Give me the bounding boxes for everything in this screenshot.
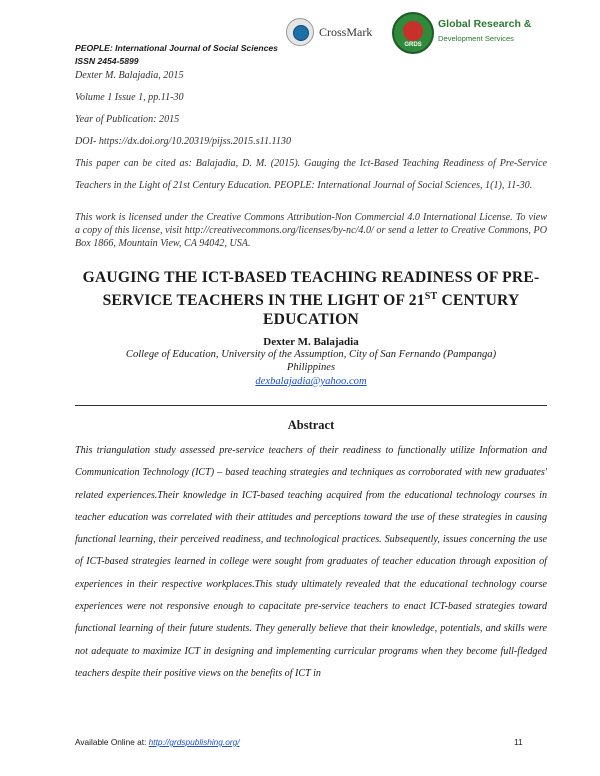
journal-issn: ISSN 2454-5899 bbox=[75, 56, 139, 66]
paper-title: GAUGING THE ICT-BASED TEACHING READINESS OF PRE-SERVICE TEACHERS IN THE LIGHT OF 21ST CENTURY EDUCATION bbox=[82, 269, 540, 329]
author-email-link[interactable]: dexbalajadia@yahoo.com bbox=[255, 376, 367, 387]
abstract-heading: Abstract bbox=[287, 418, 335, 432]
citation-doi[interactable]: DOI- https://dx.doi.org/10.20319/pijss.2015.s11.1130 bbox=[75, 136, 291, 147]
citation-year: Year of Publication: 2015 bbox=[75, 114, 180, 125]
paper-author: Dexter M. Balajadia bbox=[263, 336, 359, 348]
paper-affiliation: College of Education, University of the Assumption, City of San Fernando (Pampanga) Philippines bbox=[125, 349, 497, 373]
publisher-name: Global Research & bbox=[438, 18, 532, 30]
publisher-seal-icon: GRDS bbox=[392, 12, 434, 54]
journal-header bbox=[75, 42, 278, 68]
section-divider bbox=[75, 405, 547, 406]
citation-license: This work is licensed under the Creative Commons Attribution-Non Commercial 4.0 International License. To view a copy of this license, visit http://creativecommons.org/licenses/by-nc/4.0/ or send a letter to Creative Commons, PO Box 1866, Mountain View, CA 94042, USA. bbox=[75, 212, 547, 249]
crossmark-label: CrossMark bbox=[319, 25, 373, 39]
page-number: 11 bbox=[514, 737, 523, 747]
crossmark-icon bbox=[286, 18, 314, 46]
footer-availability: Available Online at: http://grdspublishing.org/ bbox=[75, 737, 240, 747]
publisher-subtitle: Development Services bbox=[438, 34, 514, 43]
abstract-text: This triangulation study assessed pre-service teachers of their readiness to functionally utilize Information and Communication Technology (ICT) – based teaching strategies and techniques as corroborated with new graduates' related experiences.Their knowledge in ICT-based teaching acquired from the educational technology courses in teacher education was correlated with their attitudes and perceptions toward the use of these strategies in causing functional learning, their perceived readiness, and technological practices. Subsequently, issues concerning the use of ICT-based strategies learned in college were sought from graduates of teacher education through exposition of experiences in their respective workplaces.This study ultimately revealed that the educational technology course experiences were not responsive enough to capacitate pre-service teachers to enact ICT-based strategies toward functional learning of their future students. They generally believe that their knowledge, potentials, and skills were not adequate to maximize ICT in designing and implementing curricular programs when they become full-fledged teachers despite their positive views on the benefits of ICT in bbox=[75, 445, 547, 679]
citation-volume: Volume 1 Issue 1, pp.11-30 bbox=[75, 92, 184, 103]
footer-url-link[interactable]: http://grdspublishing.org/ bbox=[148, 737, 240, 747]
publisher-logo bbox=[392, 12, 542, 56]
crossmark-logo[interactable] bbox=[286, 18, 396, 48]
journal-name: PEOPLE: International Journal of Social Sciences bbox=[75, 43, 278, 53]
citation-cited-as: This paper can be cited as: Balajadia, D. M. (2015). Gauging the Ict-Based Teaching Readiness of Pre-Service Teachers in the Light of 21st Century Education. PEOPLE: International Journal of Social Sciences, 1(1), 11-30. bbox=[75, 158, 547, 191]
citation-author-year: Dexter M. Balajadia, 2015 bbox=[75, 70, 184, 81]
